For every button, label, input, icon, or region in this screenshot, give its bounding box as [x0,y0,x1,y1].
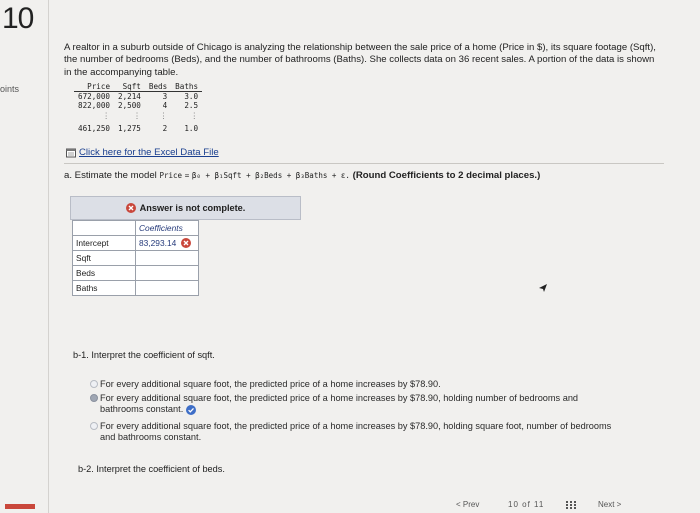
data-cell: 3 [162,92,168,101]
data-header: Price [74,82,114,92]
section-divider [64,163,664,164]
question-number: 10 [2,2,34,35]
coef-label: Beds [73,266,136,281]
data-cell: 461,250 [78,124,111,133]
points-label: oints [0,84,20,94]
prev-button[interactable]: < Prev [456,500,480,509]
data-cell: 672,000 [78,92,111,101]
beds-coef-input[interactable] [136,266,199,281]
data-cell: 2.5 [184,101,199,110]
sqft-coef-input[interactable] [136,251,199,266]
excel-link-text[interactable]: Click here for the Excel Data File [79,147,219,158]
data-cell: 1.0 [184,124,199,133]
data-cell: 3.0 [184,92,199,101]
incorrect-icon [181,238,191,248]
page-indicator: 10 of 11 [508,500,545,509]
error-icon [126,203,136,213]
b1-option-1[interactable] [100,379,520,390]
answer-status-banner [70,196,301,220]
model-rhs: β₀ + β₁Sqft + β₂Beds + β₃Baths + ε. [191,171,350,180]
table-row [73,236,199,251]
data-header: Sqft [114,82,145,92]
ellipsis-cell: ⋮ [102,111,111,120]
table-row [74,121,202,133]
baths-coef-input[interactable] [136,281,199,296]
data-cell: 2,214 [118,92,141,101]
table-row [74,101,202,110]
table-row [73,281,199,296]
table-row [73,266,199,281]
b1-option-3[interactable] [100,421,620,443]
data-cell: 4 [162,101,168,110]
data-cell: 1,275 [118,124,141,133]
data-table [74,82,202,133]
table-row [74,92,202,102]
coef-label: Sqft [73,251,136,266]
next-button[interactable]: Next > [598,500,622,509]
option-text: For every additional square foot, the predicted price of a home increases by $78.90, holding square foot, number of bedrooms and bathrooms constant. [100,421,612,443]
rounding-instruction: (Round Coefficients to 2 decimal places.) [352,170,541,181]
radio-button-selected[interactable] [90,394,98,402]
excel-data-link[interactable] [66,147,219,158]
table-corner [73,221,136,236]
coefficients-table [72,220,199,296]
data-header: Baths [171,82,202,92]
part-a-prefix: a. Estimate the model [64,170,157,181]
answer-status-text: Answer is not complete. [139,203,246,213]
ellipsis-cell: ⋮ [159,111,168,120]
radio-button[interactable] [90,380,98,388]
data-cell: 822,000 [78,101,111,110]
intercept-input[interactable] [136,236,199,251]
grid-icon[interactable] [566,501,576,509]
part-b2-question: b-2. Interpret the coefficient of beds. [78,464,225,474]
radio-button[interactable] [90,422,98,430]
b1-option-2[interactable] [100,393,620,415]
status-badge [5,504,35,509]
intercept-value: 83,293.14 [139,237,177,248]
part-b1-question: b-1. Interpret the coefficient of sqft. [73,350,215,360]
data-header: Beds [145,82,171,92]
table-row-ellipsis [74,110,202,121]
ellipsis-cell: ⋮ [133,111,141,120]
option-text: For every additional square foot, the predicted price of a home increases by $78.90, holding number of bedrooms and bathrooms constant. [100,393,579,415]
bottom-nav-bar [0,500,700,513]
coefficients-header: Coefficients [136,221,199,236]
question-intro: A realtor in a suburb outside of Chicago is analyzing the relationship between the sale price of a home (Price in $), its square footage (Sqft), the number of bedrooms (Beds), and the number of bathrooms (Baths). She collects data on 36 recent sales. A portion of the data is shown in the accompanying table. [64,42,656,78]
data-cell: 2,500 [118,101,141,110]
divider [48,0,49,513]
coef-label: Baths [73,281,136,296]
document-icon [66,148,76,158]
ellipsis-cell: ⋮ [190,111,199,120]
part-a-question: a. Estimate the model Price = β₀ + β₁Sqft + β₂Beds + β₃Baths + ε. (Round Coefficients to 2 decimal places.) [64,170,541,181]
table-row [73,251,199,266]
option-text: For every additional square foot, the predicted price of a home increases by $78.90. [100,379,441,389]
coef-label: Intercept [73,236,136,251]
correct-check-icon [186,405,196,415]
mouse-cursor-icon [538,283,548,293]
data-cell: 2 [162,124,168,133]
model-lhs: Price [159,171,183,180]
